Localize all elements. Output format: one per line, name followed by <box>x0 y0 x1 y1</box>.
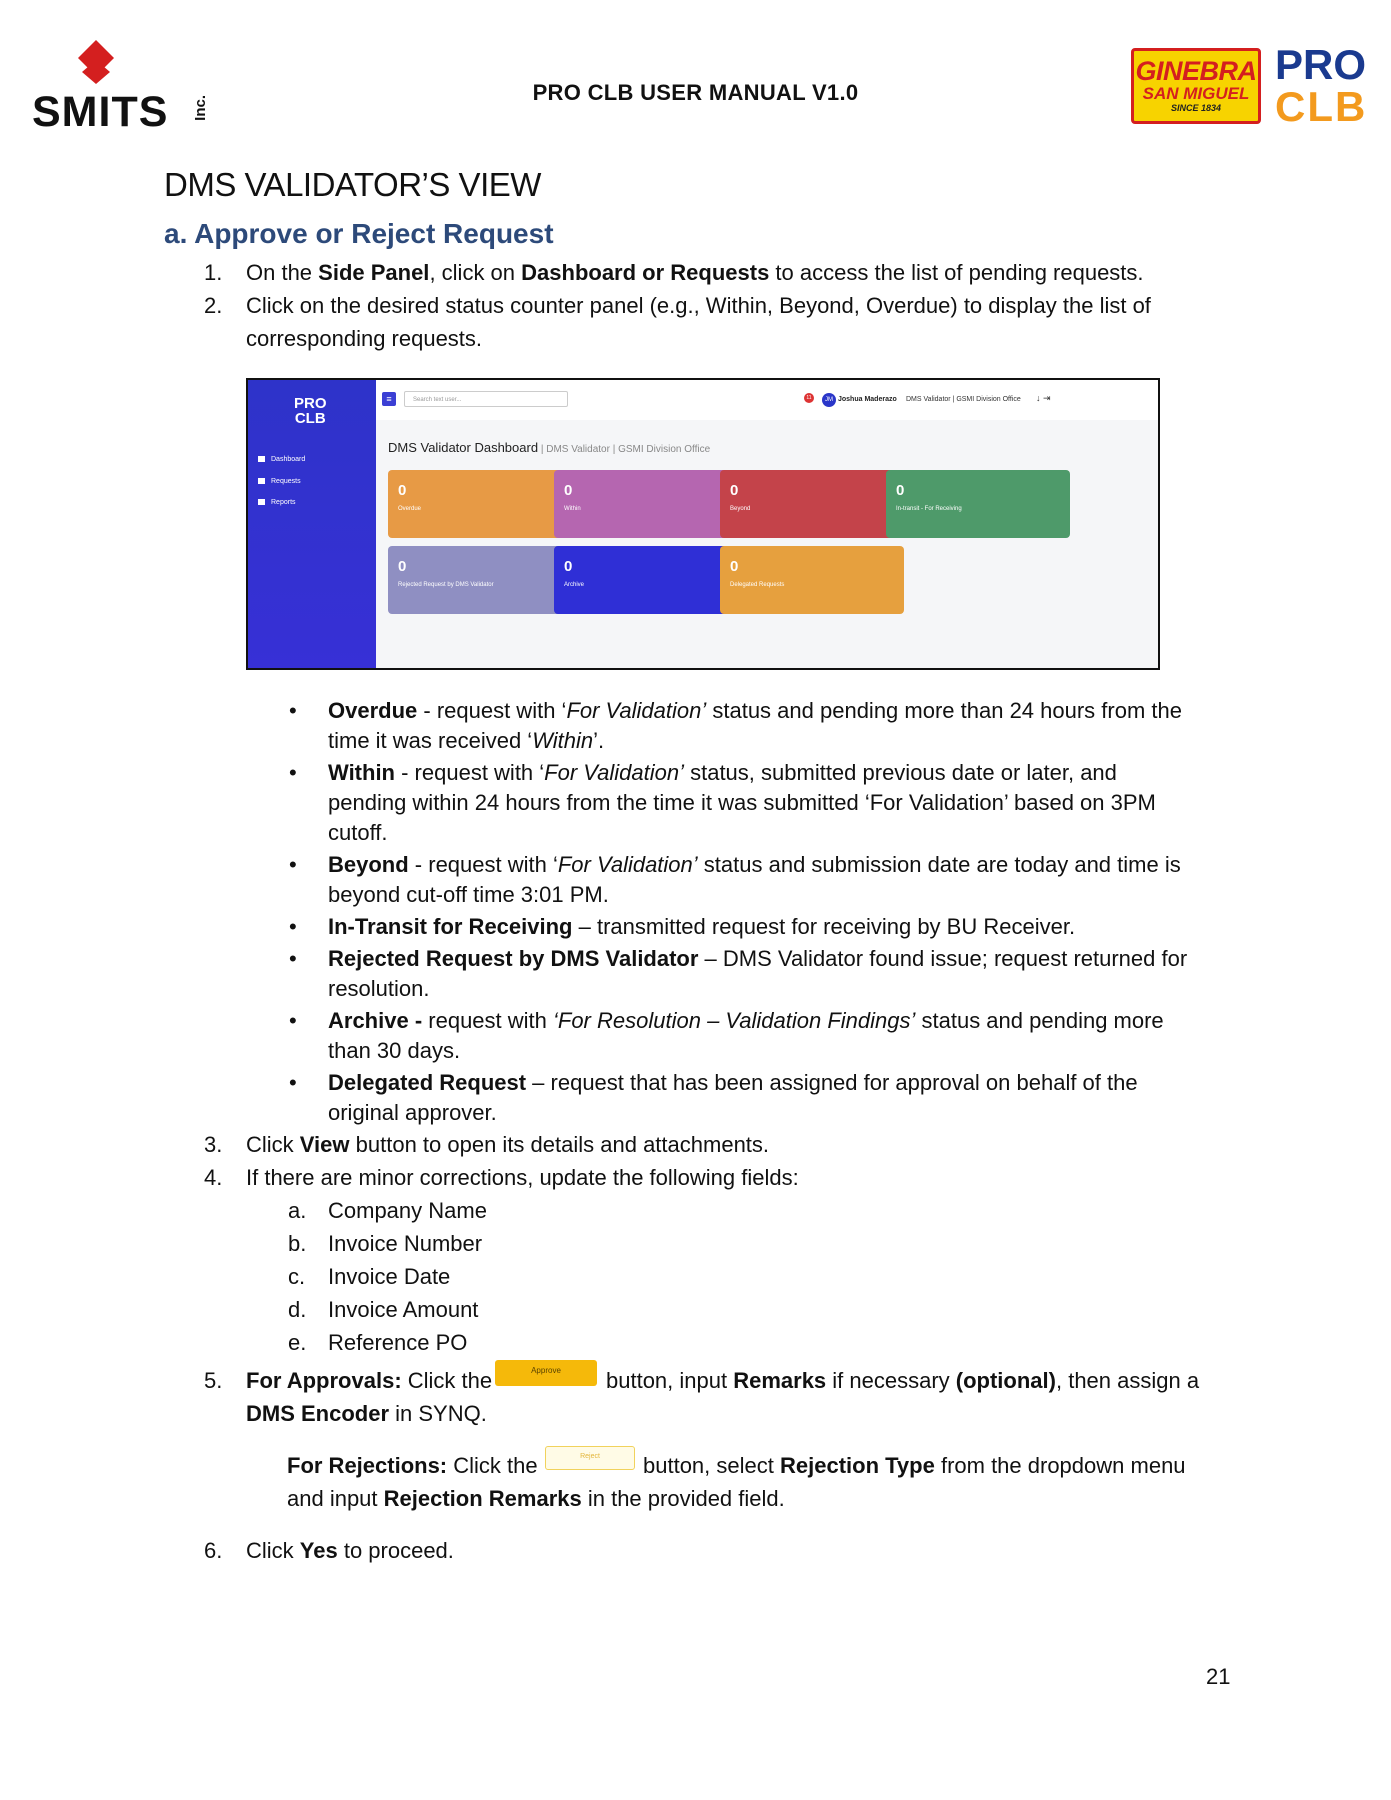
section-subheading: a. Approve or Reject Request <box>164 218 554 249</box>
field-letter: e. <box>288 1330 307 1355</box>
bullet-within-line-2: pending within 24 hours from the time it was submitted ‘For Validation’ based on 3PM <box>328 790 1156 815</box>
bullet-archive: Archive - request with ‘For Resolution – Validation Findings’ status and pending more <box>328 1008 1164 1033</box>
card-overdue[interactable]: 0 Overdue <box>388 470 572 538</box>
side-logo: PRO CLB <box>294 395 327 427</box>
card-rejected[interactable]: 0 Rejected Request by DMS Validator <box>388 546 572 614</box>
reject-button[interactable]: Reject <box>545 1446 635 1470</box>
approvals-line-1b: button, input Remarks if necessary (optional), then assign a <box>606 1368 1200 1393</box>
bullet-archive-line-2: than 30 days. <box>328 1038 461 1063</box>
logout-icon[interactable]: ↓ ⇥ <box>1036 393 1051 403</box>
bullet-delegated-line-2: original approver. <box>328 1100 497 1125</box>
field-reference-po: Reference PO <box>328 1330 468 1355</box>
approve-button[interactable]: Approve <box>495 1360 597 1386</box>
step-number: 2. <box>204 293 223 318</box>
clb-word: CLB <box>1275 83 1368 130</box>
dashboard-main <box>376 420 1158 668</box>
approvals-line-1a: For Approvals: Click the <box>246 1368 493 1393</box>
bullet-dot: • <box>289 914 297 939</box>
step-1: On the Side Panel, click on Dashboard or Requests to access the list of pending requests. <box>246 260 1144 285</box>
field-letter: a. <box>288 1198 307 1223</box>
step-2-line-2: corresponding requests. <box>246 326 483 351</box>
nav-requests[interactable]: Requests <box>258 478 301 485</box>
manual-title: PRO CLB USER MANUAL V1.0 <box>532 80 859 105</box>
page-number: 21 <box>1206 1664 1231 1689</box>
bullet-in-transit: In-Transit for Receiving – transmitted request for receiving by BU Receiver. <box>328 914 1076 939</box>
report-icon <box>258 499 265 505</box>
search-input[interactable]: Search text user... <box>404 391 568 407</box>
field-invoice-amount: Invoice Amount <box>328 1297 479 1322</box>
card-in-transit[interactable]: 0 In-transit - For Receiving <box>886 470 1070 538</box>
field-letter: b. <box>288 1231 307 1256</box>
bullet-overdue: Overdue - request with ‘For Validation’ status and pending more than 24 hours from the <box>328 698 1182 723</box>
field-company-name: Company Name <box>328 1198 487 1223</box>
san-miguel-word: SAN MIGUEL <box>1142 84 1250 103</box>
step-number: 3. <box>204 1132 223 1157</box>
card-beyond[interactable]: 0 Beyond <box>720 470 904 538</box>
ginebra-word: GINEBRA <box>1135 56 1257 86</box>
bullet-dot: • <box>289 698 297 723</box>
bullet-dot: • <box>289 946 297 971</box>
rejections-line-2: and input Rejection Remarks in the provided field. <box>287 1486 785 1511</box>
nav-reports[interactable]: Reports <box>258 499 296 506</box>
step-2-line-1: Click on the desired status counter panel (e.g., Within, Beyond, Overdue) to display the list of <box>246 293 1151 318</box>
step-3: Click View button to open its details and attachments. <box>246 1132 770 1157</box>
section-heading: DMS VALIDATOR’S VIEW <box>164 166 541 203</box>
pro-clb-logo <box>1275 41 1368 130</box>
bullet-rejected: Rejected Request by DMS Validator – DMS Validator found issue; request returned for <box>328 946 1188 971</box>
bullet-beyond: Beyond - request with ‘For Validation’ status and submission date are today and time is <box>328 852 1181 877</box>
side-panel <box>248 380 376 668</box>
approvals-line-2: DMS Encoder in SYNQ. <box>246 1401 487 1426</box>
field-letter: c. <box>288 1264 306 1289</box>
bullet-beyond-line-2: beyond cut-off time 3:01 PM. <box>328 882 609 907</box>
card-within[interactable]: 0 Within <box>554 470 738 538</box>
field-invoice-date: Invoice Date <box>328 1264 451 1289</box>
bullet-rejected-line-2: resolution. <box>328 976 430 1001</box>
card-archive[interactable]: 0 Archive <box>554 546 738 614</box>
field-letter: d. <box>288 1297 307 1322</box>
bullet-within-line-3: cutoff. <box>328 820 388 845</box>
smits-inc-label: Inc. <box>192 95 209 121</box>
bullet-dot: • <box>289 852 297 877</box>
notification-badge[interactable]: 11 <box>804 393 814 403</box>
menu-icon[interactable]: ≡ <box>382 392 396 406</box>
bullet-overdue-line-2: time it was received ‘Within’. <box>328 728 605 753</box>
pro-word: PRO <box>1275 41 1367 88</box>
step-number: 5. <box>204 1368 223 1393</box>
dashboard-title: DMS Validator Dashboard | DMS Validator | GSMI Division Office <box>388 440 711 455</box>
field-invoice-number: Invoice Number <box>328 1231 483 1256</box>
top-bar <box>376 380 1158 421</box>
bullet-within: Within - request with ‘For Validation’ status, submitted previous date or later, and <box>328 760 1117 785</box>
bullet-delegated: Delegated Request – request that has been assigned for approval on behalf of the <box>328 1070 1138 1095</box>
bullet-dot: • <box>289 760 297 785</box>
dashboard-screenshot <box>246 378 1160 670</box>
nav-dashboard[interactable]: Dashboard <box>258 456 305 463</box>
bullet-dot: • <box>289 1070 297 1095</box>
step-number: 4. <box>204 1165 223 1190</box>
avatar[interactable]: JM <box>822 393 836 407</box>
step-6: Click Yes to proceed. <box>246 1538 454 1563</box>
bullet-dot: • <box>289 1008 297 1033</box>
dashboard-icon <box>258 456 265 462</box>
ginebra-logo <box>1131 48 1261 124</box>
step-number: 6. <box>204 1538 223 1563</box>
step-4: If there are minor corrections, update the following fields: <box>246 1165 799 1190</box>
folder-icon <box>258 478 265 484</box>
step-number: 1. <box>204 260 223 285</box>
user-role: DMS Validator | GSMI Division Office <box>906 396 1021 403</box>
since-label: SINCE 1834 <box>1170 103 1222 113</box>
rejections-line-1a: For Rejections: Click the <box>287 1453 538 1478</box>
card-delegated[interactable]: 0 Delegated Requests <box>720 546 904 614</box>
smits-wordmark: SMITS <box>32 88 169 136</box>
user-name: Joshua Maderazo <box>838 396 897 403</box>
rejections-line-1b: button, select Rejection Type from the dropdown menu <box>643 1453 1186 1478</box>
